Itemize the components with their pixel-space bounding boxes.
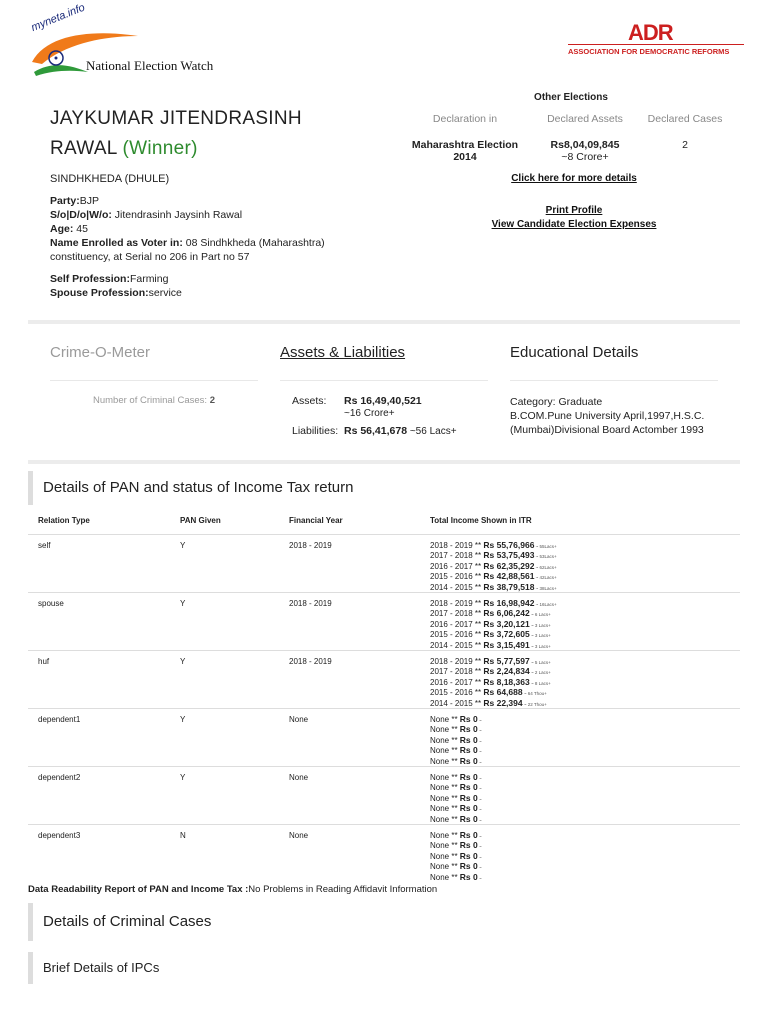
income-year: None ** <box>430 804 460 814</box>
liabilities-row <box>280 425 457 443</box>
income-amount: Rs 0 <box>459 755 478 766</box>
table-row <box>28 824 740 882</box>
income-line <box>430 862 750 872</box>
relation-cell: dependent3 <box>38 831 81 840</box>
relation-label: S/o|D/o|W/o: <box>50 209 112 221</box>
income-year: 2016 - 2017 ** <box>430 619 484 629</box>
party-label: Party: <box>50 195 80 207</box>
readability-label: Data Readability Report of PAN and Income Tax : <box>28 884 249 895</box>
criminal-cases-count <box>50 395 258 406</box>
income-approx: ~ 22 Thou+ <box>522 701 547 707</box>
table-row <box>28 592 740 650</box>
income-approx: ~ 3 Lacs+ <box>529 622 551 628</box>
income-line <box>430 699 750 709</box>
criminal-cases-label: Number of Criminal Cases: <box>93 395 208 406</box>
income-line <box>430 852 750 862</box>
assets-value: Rs 16,49,40,521 <box>344 395 422 407</box>
election-cases: 2 <box>682 139 688 151</box>
income-approx: ~ 38Lacs+ <box>534 585 557 591</box>
income-line <box>430 815 750 825</box>
educational-details-tab[interactable]: Educational Details <box>510 344 639 361</box>
income-line <box>430 725 750 735</box>
header-relation-type: Relation Type <box>38 516 90 525</box>
income-year: None ** <box>430 725 460 735</box>
income-line <box>430 630 750 640</box>
name-line-2 <box>50 134 380 164</box>
relation-cell: self <box>38 541 51 550</box>
spouse-profession-row <box>50 286 380 300</box>
income-amount: Rs 2,24,834 <box>483 666 530 677</box>
section-rule <box>50 380 258 381</box>
income-approx: ~ <box>477 865 482 871</box>
income-approx: ~ <box>477 738 482 744</box>
election-name-text: Maharashtra Election 2014 <box>411 139 519 163</box>
pan-given-cell: Y <box>180 657 186 666</box>
income-year: 2018 - 2019 ** <box>430 599 484 608</box>
voter-row <box>50 236 380 264</box>
election-expenses-link[interactable]: View Candidate Election Expenses <box>491 219 657 230</box>
income-amount: Rs 6,06,242 <box>483 608 530 619</box>
assets-row <box>280 395 457 425</box>
income-approx: ~ 62Lacs+ <box>534 564 557 570</box>
assets-table <box>280 395 457 443</box>
liabilities-value: Rs 56,41,678 <box>344 425 408 437</box>
income-amount: Rs 0 <box>459 714 478 724</box>
income-approx: ~ <box>477 817 482 823</box>
income-year: 2015 - 2016 ** <box>430 688 484 698</box>
income-amount: Rs 16,98,942 <box>483 598 535 608</box>
criminal-cases-title: Details of Criminal Cases <box>28 903 740 941</box>
income-line <box>430 541 750 551</box>
relation-cell: dependent1 <box>38 715 81 724</box>
income-approx: ~ 16Lacs+ <box>534 602 557 607</box>
self-profession-label: Self Profession: <box>50 273 130 285</box>
income-line <box>430 620 750 630</box>
income-approx: ~ <box>477 749 482 755</box>
myneta-logo[interactable] <box>28 1 243 82</box>
pan-given-cell: Y <box>180 715 186 724</box>
income-line <box>430 773 750 783</box>
income-year: 2014 - 2015 ** <box>430 640 484 650</box>
income-approx: ~ 64 Thou+ <box>522 691 547 697</box>
income-cell <box>430 657 750 709</box>
income-year: 2016 - 2017 ** <box>430 561 484 571</box>
income-amount: Rs 5,77,597 <box>483 656 530 666</box>
other-elections <box>405 92 725 232</box>
income-line <box>430 831 750 841</box>
print-profile-link[interactable]: Print Profile <box>545 205 603 216</box>
income-line <box>430 609 750 619</box>
income-year: None ** <box>430 773 460 782</box>
income-year: None ** <box>430 715 460 724</box>
income-line <box>430 715 750 725</box>
assets-label: Assets: <box>292 395 327 407</box>
pan-table <box>28 516 740 882</box>
criminal-cases-value: 2 <box>209 395 215 406</box>
age-value: 45 <box>73 223 88 235</box>
income-amount: Rs 0 <box>459 830 478 840</box>
education-detail: B.COM.Pune University April,1997,H.S.C. (Mumbai)Divisional Board Actomber 1993 <box>510 410 705 436</box>
income-approx: ~ <box>477 776 482 781</box>
income-amount: Rs 64,688 <box>483 687 523 698</box>
pan-given-cell: N <box>180 831 186 840</box>
income-amount: Rs 53,75,493 <box>483 550 535 561</box>
adr-fullname: ASSOCIATION FOR DEMOCRATIC REFORMS <box>568 44 744 56</box>
income-line <box>430 736 750 746</box>
assets-sub: ~16 Crore+ <box>344 408 395 419</box>
education-section <box>510 344 718 437</box>
income-amount: Rs 3,72,605 <box>483 629 530 640</box>
income-year: None ** <box>430 735 460 745</box>
income-year: None ** <box>430 872 460 882</box>
income-line <box>430 562 750 572</box>
section-rule <box>280 380 488 381</box>
financial-year-cell: None <box>289 831 309 840</box>
election-assets-sub: ~8 Crore+ <box>561 151 609 163</box>
income-line <box>430 551 750 561</box>
income-approx: ~ 53Lacs+ <box>534 554 557 560</box>
income-approx: ~ <box>477 786 482 792</box>
income-year: 2014 - 2015 ** <box>430 698 484 708</box>
income-year: 2017 - 2018 ** <box>430 609 484 619</box>
name-last: RAWAL <box>50 138 117 159</box>
income-cell <box>430 773 750 825</box>
income-amount: Rs 0 <box>459 861 478 872</box>
constituency: SINDHKHEDA (DHULE) <box>50 173 170 185</box>
income-approx: ~ 5 Lacs+ <box>529 660 551 665</box>
relation-cell: huf <box>38 657 50 666</box>
col-header-declaration: Declaration in <box>432 113 498 125</box>
income-year: 2015 - 2016 ** <box>430 572 484 582</box>
income-cell <box>430 599 750 651</box>
income-approx: ~ <box>477 844 482 850</box>
pan-section-title: Details of PAN and status of Income Tax return <box>28 471 740 505</box>
crime-o-meter-tab[interactable]: Crime-O-Meter <box>50 344 150 361</box>
assets-value-cell <box>344 395 457 425</box>
election-assets <box>525 139 645 163</box>
table-row <box>28 766 740 824</box>
candidate-info <box>50 104 380 300</box>
income-year: None ** <box>430 851 460 861</box>
ipc-details-title: Brief Details of IPCs <box>28 952 740 984</box>
income-amount: Rs 0 <box>459 782 478 793</box>
income-cell <box>430 831 750 883</box>
income-line <box>430 794 750 804</box>
income-amount: Rs 0 <box>459 813 478 824</box>
income-amount: Rs 8,18,363 <box>483 676 530 687</box>
more-details-link[interactable]: Click here for more details <box>511 173 637 184</box>
income-amount: Rs 0 <box>459 871 478 882</box>
self-profession-value: Farming <box>129 273 169 285</box>
education-category: Category: Graduate <box>510 396 603 408</box>
other-elections-table <box>405 113 725 163</box>
section-rule <box>510 380 718 381</box>
income-year: 2018 - 2019 ** <box>430 541 484 550</box>
crime-o-meter-section <box>50 344 258 406</box>
candidate-name <box>50 104 380 164</box>
winner-badge: (Winner) <box>122 138 198 159</box>
assets-liabilities-tab[interactable] <box>280 344 488 370</box>
col-header-assets: Declared Assets <box>547 113 623 125</box>
age-row <box>50 222 380 236</box>
voter-label: Name Enrolled as Voter in: <box>50 237 183 249</box>
name-line-1: JAYKUMAR JITENDRASINH <box>50 108 302 129</box>
myneta-tag: myneta.info <box>29 1 87 34</box>
income-amount: Rs 0 <box>459 772 478 782</box>
income-year: 2018 - 2019 ** <box>430 657 484 666</box>
income-line <box>430 641 750 651</box>
income-amount: Rs 38,79,518 <box>483 581 535 592</box>
party-value: BJP <box>79 195 100 207</box>
income-approx: ~ 8 Lacs+ <box>529 680 551 686</box>
income-cell <box>430 715 750 767</box>
income-amount: Rs 0 <box>459 840 478 851</box>
income-amount: Rs 3,20,121 <box>483 618 530 629</box>
relation-cell: spouse <box>38 599 64 608</box>
age-label: Age: <box>50 223 74 235</box>
pan-given-cell: Y <box>180 773 186 782</box>
income-year: None ** <box>430 756 460 766</box>
income-amount: Rs 3,15,491 <box>483 639 530 650</box>
income-amount: Rs 0 <box>459 803 478 814</box>
party-row <box>50 194 380 208</box>
income-line <box>430 688 750 698</box>
site-name: National Election Watch <box>86 58 214 73</box>
income-amount: Rs 0 <box>459 792 478 803</box>
adr-logo[interactable] <box>568 20 744 60</box>
election-assets-value: Rs8,04,09,845 <box>550 139 620 151</box>
divider <box>28 320 740 324</box>
income-approx: ~ 42Lacs+ <box>534 575 557 581</box>
income-approx: ~ <box>477 854 482 860</box>
liabilities-label: Liabilities: <box>292 425 339 437</box>
income-line <box>430 804 750 814</box>
other-elections-title: Other Elections <box>534 92 608 103</box>
income-year: None ** <box>430 841 460 851</box>
header-pan-given: PAN Given <box>180 516 221 525</box>
income-line <box>430 657 750 667</box>
income-amount: Rs 22,394 <box>483 697 523 708</box>
income-approx: ~ <box>477 759 482 765</box>
income-year: None ** <box>430 746 460 756</box>
header-financial-year: Financial Year <box>289 516 343 525</box>
income-year: None ** <box>430 831 460 840</box>
pan-given-cell: Y <box>180 541 186 550</box>
income-cell <box>430 541 750 593</box>
readability-value: No Problems in Reading Affidavit Information <box>248 884 438 895</box>
financial-year-cell: 2018 - 2019 <box>289 541 332 550</box>
income-line <box>430 667 750 677</box>
assets-liabilities-title[interactable]: Assets & Liabilities <box>280 344 406 361</box>
income-line <box>430 599 750 609</box>
readability-report <box>28 884 437 895</box>
income-approx: ~ <box>477 718 482 723</box>
assets-section <box>280 344 488 443</box>
col-header-cases: Declared Cases <box>647 113 723 125</box>
income-amount: Rs 0 <box>459 850 478 861</box>
income-amount: Rs 62,35,292 <box>483 560 535 571</box>
pan-given-cell: Y <box>180 599 186 608</box>
table-row <box>28 534 740 592</box>
pan-table-body <box>28 534 740 882</box>
income-line <box>430 572 750 582</box>
income-line <box>430 841 750 851</box>
table-row <box>28 708 740 766</box>
income-approx: ~ <box>477 728 482 734</box>
income-approx: ~ <box>477 807 482 813</box>
divider <box>28 460 740 464</box>
election-name <box>405 139 525 163</box>
income-year: None ** <box>430 814 460 824</box>
spouse-profession-label: Spouse Profession: <box>50 287 149 299</box>
income-year: 2015 - 2016 ** <box>430 630 484 640</box>
relation-cell: dependent2 <box>38 773 81 782</box>
income-year: 2016 - 2017 ** <box>430 677 484 687</box>
income-line <box>430 583 750 593</box>
income-line <box>430 873 750 883</box>
income-approx: ~ <box>477 796 482 802</box>
income-approx: ~ <box>477 834 482 839</box>
pan-table-header <box>28 516 740 534</box>
income-amount: Rs 0 <box>459 745 478 756</box>
liabilities-sub: ~56 Lacs+ <box>407 426 457 437</box>
income-amount: Rs 0 <box>459 724 478 735</box>
relation-value: Jitendrasinh Jaysinh Rawal <box>111 209 243 221</box>
financial-year-cell: 2018 - 2019 <box>289 657 332 666</box>
income-year: 2017 - 2018 ** <box>430 551 484 561</box>
financial-year-cell: 2018 - 2019 <box>289 599 332 608</box>
financial-year-cell: None <box>289 773 309 782</box>
income-amount: Rs 55,76,966 <box>483 540 535 550</box>
page-header <box>0 0 768 95</box>
income-year: None ** <box>430 793 460 803</box>
income-approx: ~ 55Lacs+ <box>534 544 557 549</box>
income-line <box>430 757 750 767</box>
income-year: None ** <box>430 783 460 793</box>
profile-links <box>423 204 725 232</box>
table-row <box>28 650 740 708</box>
income-approx: ~ <box>477 875 482 881</box>
income-approx: ~ 2 Lacs+ <box>529 670 551 676</box>
income-amount: Rs 0 <box>459 734 478 745</box>
income-approx: ~ 6 Lacs+ <box>529 612 551 618</box>
income-year: 2014 - 2015 ** <box>430 582 484 592</box>
income-line <box>430 746 750 756</box>
liabilities-value-cell <box>344 425 457 443</box>
income-line <box>430 678 750 688</box>
income-year: None ** <box>430 862 460 872</box>
income-approx: ~ 3 Lacs+ <box>529 633 551 639</box>
education-details <box>510 395 718 437</box>
voter-value: 08 Sindhkheda (Maharashtra) constituency, at Serial no 206 in Part no 57 <box>50 237 325 263</box>
financial-year-cell: None <box>289 715 309 724</box>
spouse-profession-value: service <box>148 287 182 299</box>
income-line <box>430 783 750 793</box>
adr-abbr: ADR <box>628 20 673 45</box>
relation-row <box>50 208 380 222</box>
income-approx: ~ 3 Lacs+ <box>529 643 551 649</box>
self-profession-row <box>50 272 380 286</box>
income-amount: Rs 42,88,561 <box>483 571 535 582</box>
income-year: 2017 - 2018 ** <box>430 667 484 677</box>
header-total-income: Total Income Shown in ITR <box>430 516 532 525</box>
